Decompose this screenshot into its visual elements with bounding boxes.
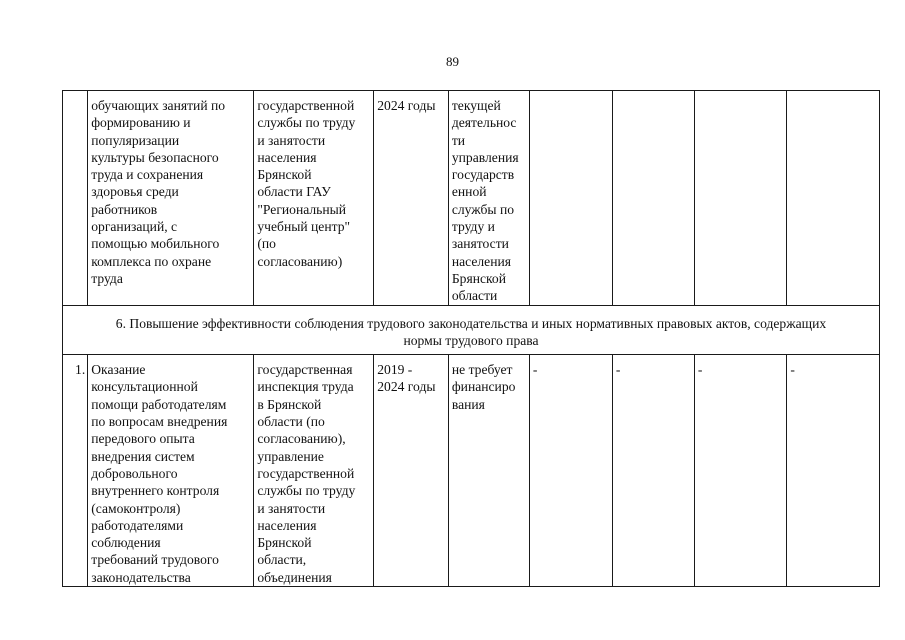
page-number: 89 <box>446 54 459 69</box>
cell-value-2 <box>612 91 694 306</box>
cell-number: 1. <box>63 355 88 587</box>
cell-value-4: - <box>787 355 880 587</box>
cell-responsible: государственной службы по труду и занятости населения Брянской области ГАУ "Региональный учебный центр" (по согласованию) <box>254 91 374 306</box>
table-row <box>63 355 880 587</box>
section-header-row <box>63 305 880 355</box>
cell-value-3: - <box>694 355 787 587</box>
cell-number <box>63 91 88 306</box>
program-activities-table <box>62 90 880 587</box>
cell-term: 2019 - 2024 годы <box>374 355 449 587</box>
cell-value-3 <box>694 91 787 306</box>
cell-value-1: - <box>529 355 612 587</box>
cell-value-1 <box>529 91 612 306</box>
cell-term: 2024 годы <box>374 91 449 306</box>
cell-value-2: - <box>612 355 694 587</box>
cell-responsible: государственная инспекция труда в Брянской области (по согласованию), управление государственной службы по труду и занятости населения Брянской области, объединения <box>254 355 374 587</box>
table-row-continued <box>63 91 880 306</box>
cell-value-4 <box>787 91 880 306</box>
cell-funding-source: текущей деятельнос ти управления государств енной службы по труду и занятости населения Брянской области <box>448 91 529 306</box>
cell-activity-name: обучающих занятий по формированию и популяризации культуры безопасного труда и сохранения здоровья среди работников организаций, с помощью мобильного комплекса по охране труда <box>88 91 254 306</box>
cell-funding-source: не требует финансиро вания <box>448 355 529 587</box>
cell-activity-name: Оказание консультационной помощи работодателям по вопросам внедрения передового опыта внедрения систем добровольного внутреннего контроля (самоконтроля) работодателями соблюдения требований трудового законодательства <box>88 355 254 587</box>
section-header: 6. Повышение эффективности соблюдения трудового законодательства и иных нормативных правовых актов, содержащих нормы трудового права <box>63 305 880 355</box>
